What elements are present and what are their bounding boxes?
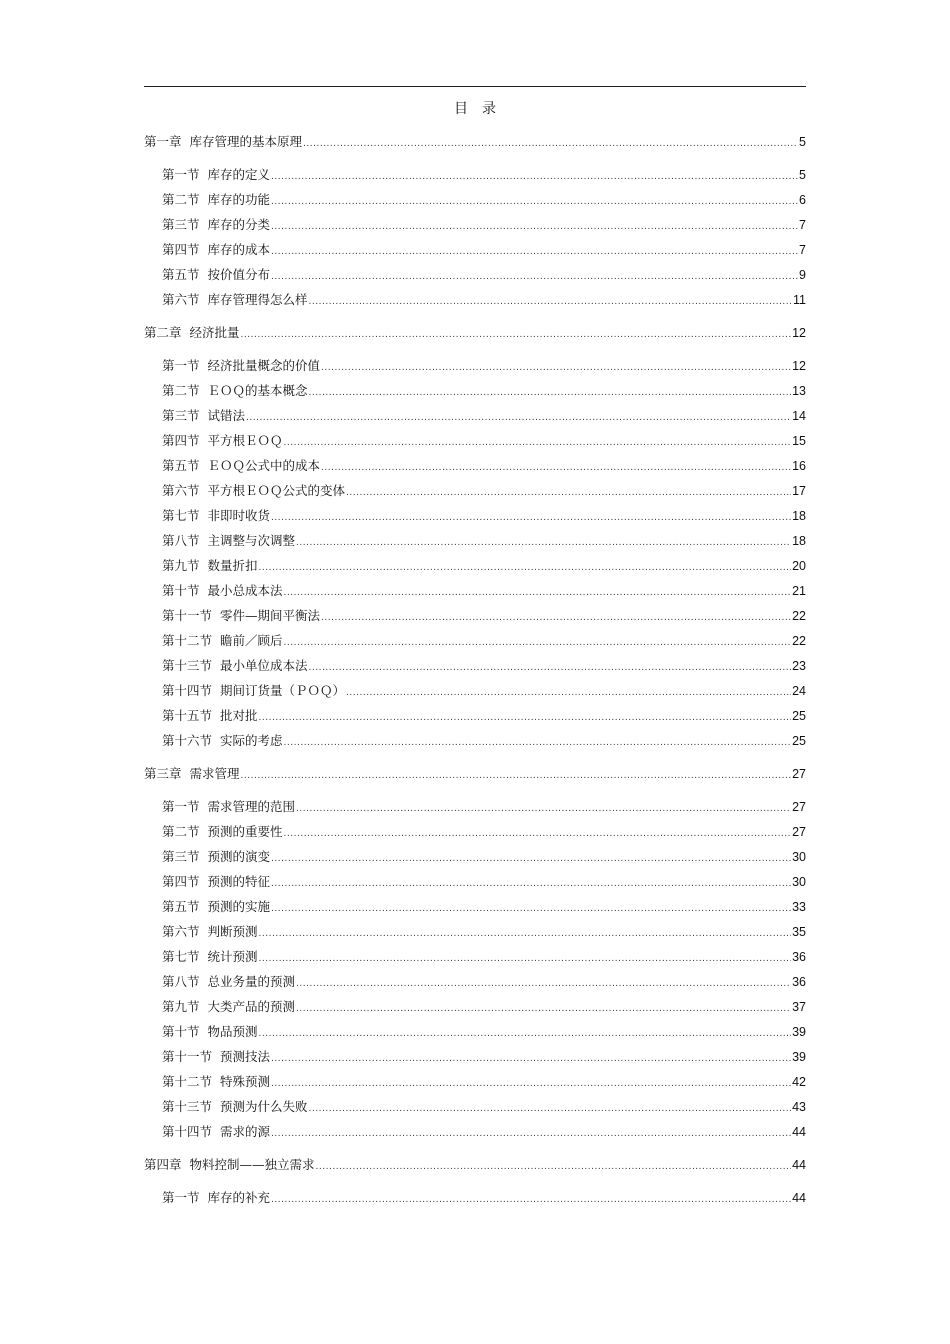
toc-entry-page-number: 18 bbox=[792, 509, 806, 523]
toc-section-entry[interactable] bbox=[144, 656, 806, 681]
toc-entry-label: 第十六节 bbox=[162, 733, 213, 748]
toc-entry-label: 第三节 bbox=[162, 408, 200, 423]
dot-leader bbox=[296, 533, 791, 553]
toc-entry-title: 总业务量的预测 bbox=[207, 974, 296, 989]
dot-leader bbox=[241, 325, 792, 345]
toc-entry-label: 第十一节 bbox=[162, 1049, 213, 1064]
toc-entry-label: 第七节 bbox=[162, 949, 200, 964]
dot-leader bbox=[321, 608, 791, 628]
toc-chapter-entry[interactable] bbox=[144, 323, 806, 348]
toc-entry-title: 经济批量 bbox=[189, 325, 240, 340]
toc-entry-label: 第一节 bbox=[162, 799, 200, 814]
dot-leader bbox=[284, 824, 792, 844]
toc-entry-page-number: 43 bbox=[792, 1100, 806, 1114]
toc-section-entry[interactable] bbox=[144, 431, 806, 456]
toc-entry-label: 第一节 bbox=[162, 1190, 200, 1205]
toc-entry-label: 第五节 bbox=[162, 899, 200, 914]
toc-entry-title: 库存的分类 bbox=[207, 217, 271, 232]
toc-entry-page-number: 27 bbox=[792, 800, 806, 814]
toc-entry-page-number: 30 bbox=[792, 850, 806, 864]
toc-entry-title: 实际的考虑 bbox=[220, 733, 283, 748]
toc-entry-page-number: 24 bbox=[792, 684, 806, 698]
toc-entry-title: 最小单位成本法 bbox=[220, 658, 308, 673]
toc-entry-title: ＥＯＱ的基本概念 bbox=[207, 383, 308, 398]
toc-entry-page-number: 42 bbox=[792, 1075, 806, 1089]
toc-section-entry[interactable] bbox=[144, 1072, 806, 1097]
toc-entry-title: 期间订货量（ＰＯＱ） bbox=[220, 683, 346, 698]
toc-entry-title: 物品预测 bbox=[207, 1024, 258, 1039]
toc-entry-title: 库存的成本 bbox=[207, 242, 271, 257]
dot-leader bbox=[271, 849, 791, 869]
toc-entry-title: 平方根ＥＯＱ bbox=[207, 433, 283, 448]
toc-entry-page-number: 44 bbox=[792, 1158, 806, 1172]
toc-entry-title: 零件—期间平衡法 bbox=[220, 608, 321, 623]
toc-entry-label: 第五节 bbox=[162, 267, 200, 282]
toc-entry-page-number: 37 bbox=[792, 1000, 806, 1014]
dot-leader bbox=[271, 508, 791, 528]
toc-entry-title: 库存的补充 bbox=[207, 1190, 271, 1205]
toc-entry-label: 第二节 bbox=[162, 192, 200, 207]
dot-leader bbox=[309, 658, 792, 678]
dot-leader bbox=[271, 1049, 791, 1069]
toc-chapter-entry[interactable] bbox=[144, 132, 806, 157]
toc-section-entry[interactable] bbox=[144, 706, 806, 731]
toc-section-entry[interactable] bbox=[144, 506, 806, 531]
dot-leader bbox=[271, 167, 798, 187]
toc-entry-label: 第十节 bbox=[162, 1024, 200, 1039]
toc-entry-page-number: 5 bbox=[799, 168, 806, 182]
toc-entry-page-number: 44 bbox=[792, 1191, 806, 1205]
toc-entry-title: 数量折扣 bbox=[207, 558, 258, 573]
toc-entry-page-number: 7 bbox=[799, 218, 806, 232]
toc-entry-title: 大类产品的预测 bbox=[207, 999, 296, 1014]
toc-entry-title: 预测的演变 bbox=[207, 849, 271, 864]
toc-entry-title: 统计预测 bbox=[207, 949, 258, 964]
toc-section-entry[interactable] bbox=[144, 531, 806, 556]
toc-entry-label: 第十二节 bbox=[162, 633, 213, 648]
dot-leader bbox=[271, 1190, 791, 1210]
toc-section-entry[interactable] bbox=[144, 1047, 806, 1072]
toc-entry-title: 库存管理的基本原理 bbox=[189, 134, 303, 149]
toc-entry-label: 第八节 bbox=[162, 533, 200, 548]
toc-section-entry[interactable] bbox=[144, 606, 806, 631]
toc-entry-page-number: 44 bbox=[792, 1125, 806, 1139]
toc-entry-label: 第二章 bbox=[144, 325, 182, 340]
toc-entry-label: 第三节 bbox=[162, 217, 200, 232]
dot-leader bbox=[271, 242, 798, 262]
dot-leader bbox=[246, 408, 791, 428]
toc-entry-label: 第九节 bbox=[162, 999, 200, 1014]
toc-entry-page-number: 18 bbox=[792, 534, 806, 548]
toc-entry-title: 预测为什么失败 bbox=[220, 1099, 308, 1114]
toc-entry-title: 库存的定义 bbox=[207, 167, 271, 182]
dot-leader bbox=[321, 458, 791, 478]
toc-section-entry[interactable] bbox=[144, 997, 806, 1022]
toc-section-entry[interactable] bbox=[144, 290, 806, 315]
toc-entry-label: 第七节 bbox=[162, 508, 200, 523]
toc-section-entry[interactable] bbox=[144, 581, 806, 606]
toc-section-entry[interactable] bbox=[144, 481, 806, 506]
toc-entry-page-number: 9 bbox=[799, 268, 806, 282]
dot-leader bbox=[259, 708, 792, 728]
toc-entry-title: 特殊预测 bbox=[220, 1074, 271, 1089]
toc-entry-label: 第六节 bbox=[162, 483, 200, 498]
toc-entry-page-number: 33 bbox=[792, 900, 806, 914]
toc-entry-title: 预测的实施 bbox=[207, 899, 271, 914]
toc-entry-page-number: 27 bbox=[792, 825, 806, 839]
dot-leader bbox=[296, 999, 791, 1019]
toc-entry-label: 第四章 bbox=[144, 1157, 182, 1172]
toc-entry-page-number: 27 bbox=[792, 767, 806, 781]
dot-leader bbox=[259, 949, 792, 969]
toc-section-entry[interactable] bbox=[144, 922, 806, 947]
toc-section-entry[interactable] bbox=[144, 731, 806, 756]
toc-entry-label: 第十三节 bbox=[162, 1099, 213, 1114]
table-of-contents bbox=[144, 132, 806, 1213]
toc-section-entry[interactable] bbox=[144, 631, 806, 656]
toc-entry-page-number: 6 bbox=[799, 193, 806, 207]
toc-entry-title: 非即时收货 bbox=[207, 508, 271, 523]
toc-entry-page-number: 22 bbox=[792, 634, 806, 648]
toc-entry-page-number: 13 bbox=[792, 384, 806, 398]
toc-entry-label: 第六节 bbox=[162, 924, 200, 939]
toc-entry-title: 库存管理得怎么样 bbox=[207, 292, 308, 307]
toc-entry-title: 需求管理 bbox=[189, 766, 240, 781]
toc-entry-label: 第十四节 bbox=[162, 683, 213, 698]
toc-section-entry[interactable] bbox=[144, 947, 806, 972]
toc-entry-page-number: 23 bbox=[792, 659, 806, 673]
toc-entry-page-number: 12 bbox=[792, 326, 806, 340]
toc-section-entry[interactable] bbox=[144, 265, 806, 290]
toc-entry-title: 最小总成本法 bbox=[207, 583, 283, 598]
toc-entry-title: 需求管理的范围 bbox=[207, 799, 296, 814]
toc-entry-label: 第二节 bbox=[162, 824, 200, 839]
dot-leader bbox=[309, 292, 792, 312]
toc-section-entry[interactable] bbox=[144, 797, 806, 822]
toc-entry-page-number: 20 bbox=[792, 559, 806, 573]
toc-section-entry[interactable] bbox=[144, 240, 806, 265]
toc-entry-page-number: 15 bbox=[792, 434, 806, 448]
toc-entry-title: 瞻前／顾后 bbox=[220, 633, 283, 648]
toc-entry-title: 批对批 bbox=[220, 708, 258, 723]
dot-leader bbox=[296, 799, 791, 819]
toc-section-entry[interactable] bbox=[144, 456, 806, 481]
dot-leader bbox=[284, 583, 792, 603]
toc-entry-label: 第十三节 bbox=[162, 658, 213, 673]
toc-section-entry[interactable] bbox=[144, 406, 806, 431]
dot-leader bbox=[309, 383, 792, 403]
toc-entry-title: 按价值分布 bbox=[207, 267, 271, 282]
toc-entry-page-number: 21 bbox=[792, 584, 806, 598]
dot-leader bbox=[271, 1074, 791, 1094]
toc-entry-title: 判断预测 bbox=[207, 924, 258, 939]
toc-entry-label: 第十二节 bbox=[162, 1074, 213, 1089]
toc-chapter-entry[interactable] bbox=[144, 1155, 806, 1180]
toc-entry-title: 物料控制——独立需求 bbox=[189, 1157, 315, 1172]
toc-title: 目录 bbox=[454, 101, 510, 117]
toc-entry-title: 主调整与次调整 bbox=[207, 533, 296, 548]
toc-entry-label: 第四节 bbox=[162, 433, 200, 448]
dot-leader bbox=[259, 558, 792, 578]
toc-entry-page-number: 39 bbox=[792, 1025, 806, 1039]
dot-leader bbox=[296, 974, 791, 994]
toc-entry-label: 第三章 bbox=[144, 766, 182, 781]
toc-entry-page-number: 12 bbox=[792, 359, 806, 373]
dot-leader bbox=[346, 683, 791, 703]
toc-entry-page-number: 39 bbox=[792, 1050, 806, 1064]
toc-section-entry[interactable] bbox=[144, 897, 806, 922]
toc-section-entry[interactable] bbox=[144, 165, 806, 190]
dot-leader bbox=[271, 267, 798, 287]
toc-entry-title: 预测的重要性 bbox=[207, 824, 283, 839]
toc-entry-label: 第一章 bbox=[144, 134, 182, 149]
toc-entry-label: 第十五节 bbox=[162, 708, 213, 723]
toc-entry-title: 库存的功能 bbox=[207, 192, 271, 207]
toc-entry-label: 第九节 bbox=[162, 558, 200, 573]
toc-entry-page-number: 16 bbox=[792, 459, 806, 473]
toc-section-entry[interactable] bbox=[144, 356, 806, 381]
toc-entry-label: 第十一节 bbox=[162, 608, 213, 623]
toc-entry-label: 第八节 bbox=[162, 974, 200, 989]
toc-entry-title: 平方根ＥＯＱ公式的变体 bbox=[207, 483, 346, 498]
toc-entry-title: 预测技法 bbox=[220, 1049, 271, 1064]
toc-entry-label: 第一节 bbox=[162, 167, 200, 182]
toc-entry-title: 经济批量概念的价值 bbox=[207, 358, 321, 373]
dot-leader bbox=[284, 633, 792, 653]
dot-leader bbox=[271, 874, 791, 894]
toc-entry-title: ＥＯＱ公式中的成本 bbox=[207, 458, 321, 473]
toc-section-entry[interactable] bbox=[144, 847, 806, 872]
dot-leader bbox=[241, 766, 792, 786]
dot-leader bbox=[321, 358, 791, 378]
toc-entry-page-number: 25 bbox=[792, 734, 806, 748]
dot-leader bbox=[309, 1099, 792, 1119]
dot-leader bbox=[271, 192, 798, 212]
toc-entry-page-number: 17 bbox=[792, 484, 806, 498]
toc-entry-label: 第十四节 bbox=[162, 1124, 213, 1139]
toc-section-entry[interactable] bbox=[144, 556, 806, 581]
toc-entry-label: 第五节 bbox=[162, 458, 200, 473]
toc-entry-label: 第四节 bbox=[162, 874, 200, 889]
toc-section-entry[interactable] bbox=[144, 1097, 806, 1122]
toc-entry-label: 第六节 bbox=[162, 292, 200, 307]
toc-entry-label: 第四节 bbox=[162, 242, 200, 257]
toc-section-entry[interactable] bbox=[144, 681, 806, 706]
dot-leader bbox=[284, 733, 792, 753]
toc-entry-label: 第一节 bbox=[162, 358, 200, 373]
toc-entry-page-number: 36 bbox=[792, 950, 806, 964]
toc-section-entry[interactable] bbox=[144, 1188, 806, 1213]
toc-section-entry[interactable] bbox=[144, 1122, 806, 1147]
toc-entry-page-number: 36 bbox=[792, 975, 806, 989]
toc-entry-label: 第二节 bbox=[162, 383, 200, 398]
dot-leader bbox=[259, 1024, 792, 1044]
toc-entry-page-number: 11 bbox=[793, 293, 806, 307]
dot-leader bbox=[284, 433, 792, 453]
toc-chapter-entry[interactable] bbox=[144, 764, 806, 789]
toc-section-entry[interactable] bbox=[144, 215, 806, 240]
toc-entry-title: 预测的特征 bbox=[207, 874, 271, 889]
toc-section-entry[interactable] bbox=[144, 872, 806, 897]
dot-leader bbox=[271, 899, 791, 919]
toc-entry-page-number: 22 bbox=[792, 609, 806, 623]
toc-entry-title: 试错法 bbox=[207, 408, 246, 423]
header-rule bbox=[144, 86, 806, 87]
toc-entry-label: 第十节 bbox=[162, 583, 200, 598]
dot-leader bbox=[346, 483, 791, 503]
dot-leader bbox=[303, 134, 798, 154]
toc-section-entry[interactable] bbox=[144, 972, 806, 997]
toc-entry-title: 需求的源 bbox=[220, 1124, 271, 1139]
toc-entry-page-number: 5 bbox=[799, 135, 806, 149]
toc-section-entry[interactable] bbox=[144, 822, 806, 847]
dot-leader bbox=[271, 1124, 791, 1144]
toc-entry-page-number: 7 bbox=[799, 243, 806, 257]
dot-leader bbox=[259, 924, 792, 944]
toc-entry-page-number: 35 bbox=[792, 925, 806, 939]
dot-leader bbox=[271, 217, 798, 237]
toc-entry-label: 第三节 bbox=[162, 849, 200, 864]
toc-section-entry[interactable] bbox=[144, 190, 806, 215]
toc-entry-page-number: 25 bbox=[792, 709, 806, 723]
toc-section-entry[interactable] bbox=[144, 1022, 806, 1047]
toc-section-entry[interactable] bbox=[144, 381, 806, 406]
toc-entry-page-number: 30 bbox=[792, 875, 806, 889]
dot-leader bbox=[316, 1157, 792, 1177]
toc-entry-page-number: 14 bbox=[792, 409, 806, 423]
